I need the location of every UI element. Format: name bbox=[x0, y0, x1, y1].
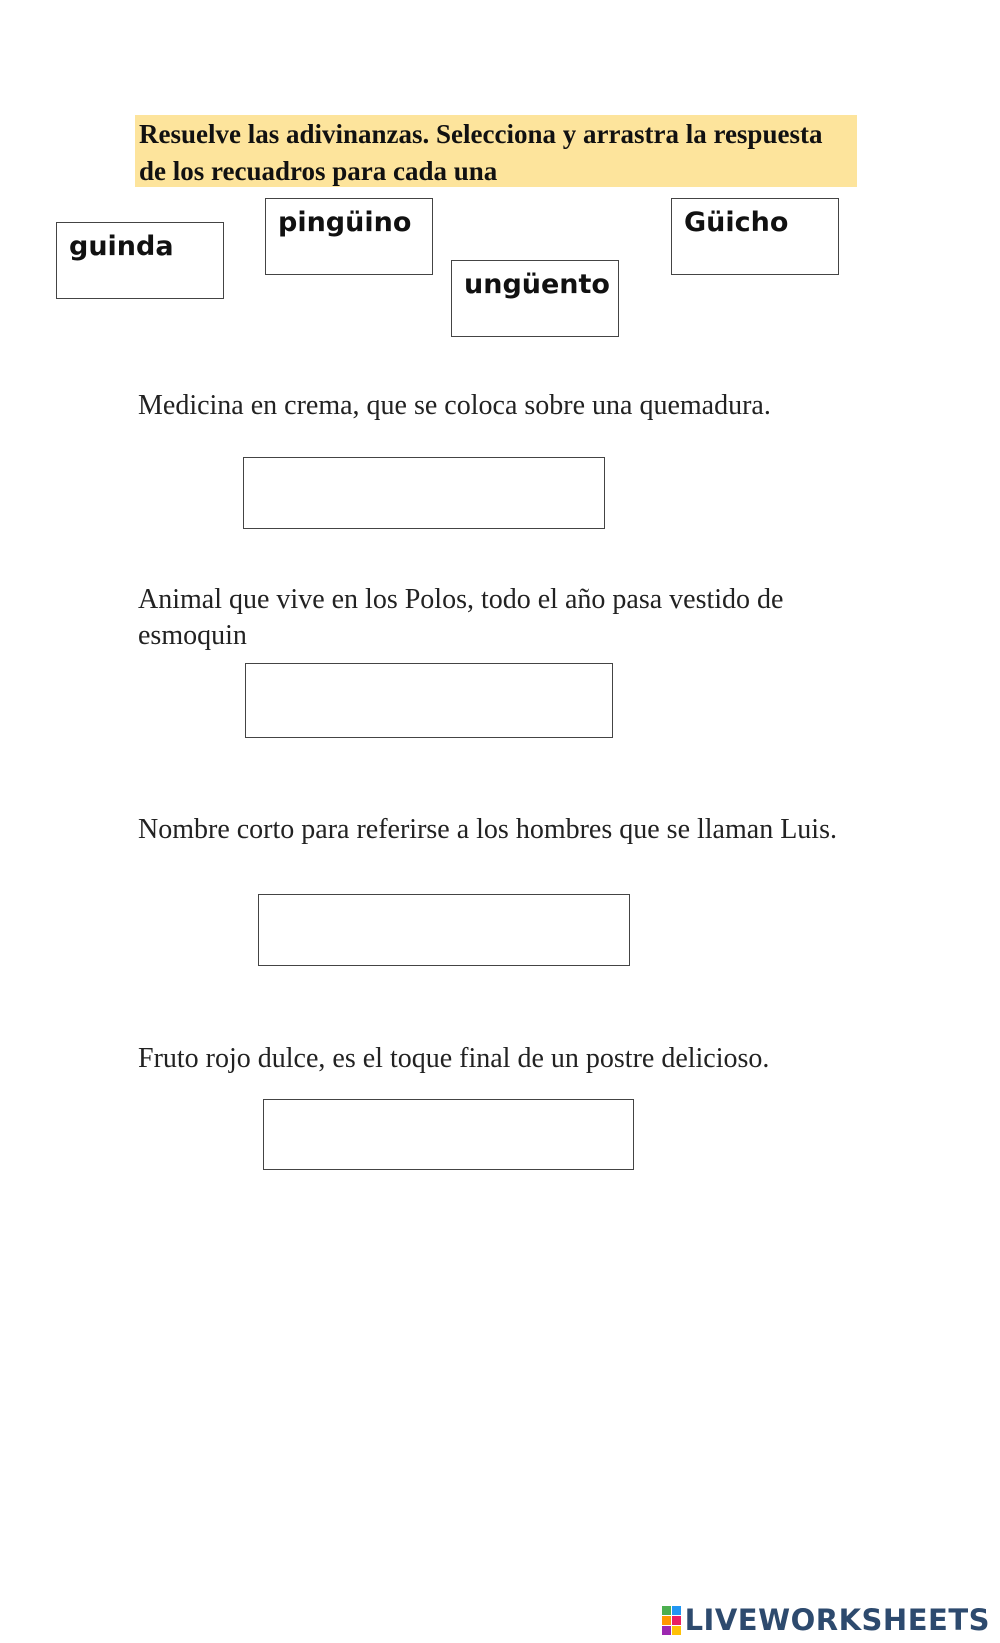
liveworksheets-logo-icon bbox=[662, 1606, 681, 1635]
word-chip-guinda[interactable]: guinda bbox=[56, 222, 224, 299]
riddle-4-text: Fruto rojo dulce, es el toque final de un postre delicioso. bbox=[138, 1043, 770, 1074]
logo-square bbox=[672, 1616, 681, 1625]
logo-square bbox=[672, 1606, 681, 1615]
brand-text: LIVEWORKSHEETS bbox=[684, 1603, 990, 1637]
word-chip-unguento[interactable]: ungüento bbox=[451, 260, 619, 337]
riddle-1-text: Medicina en crema, que se coloca sobre una quemadura. bbox=[138, 390, 771, 421]
logo-square bbox=[662, 1606, 671, 1615]
instructions-banner: Resuelve las adivinanzas. Selecciona y arrastra la respuesta de los recuadros para cada una bbox=[135, 115, 857, 187]
logo-square bbox=[662, 1616, 671, 1625]
answer-drop-zone-3[interactable] bbox=[258, 894, 630, 966]
word-chip-pinguino[interactable]: pingüino bbox=[265, 198, 433, 275]
riddle-3-text: Nombre corto para referirse a los hombres que se llaman Luis. bbox=[138, 814, 837, 845]
answer-drop-zone-1[interactable] bbox=[243, 457, 605, 529]
answer-drop-zone-4[interactable] bbox=[263, 1099, 634, 1170]
liveworksheets-brand bbox=[662, 1603, 990, 1637]
answer-drop-zone-2[interactable] bbox=[245, 663, 613, 738]
logo-square bbox=[662, 1626, 671, 1635]
logo-square bbox=[672, 1626, 681, 1635]
word-chip-guicho[interactable]: Güicho bbox=[671, 198, 839, 275]
riddle-2-text: Animal que vive en los Polos, todo el año pasa vestido de esmoquin bbox=[138, 584, 784, 651]
